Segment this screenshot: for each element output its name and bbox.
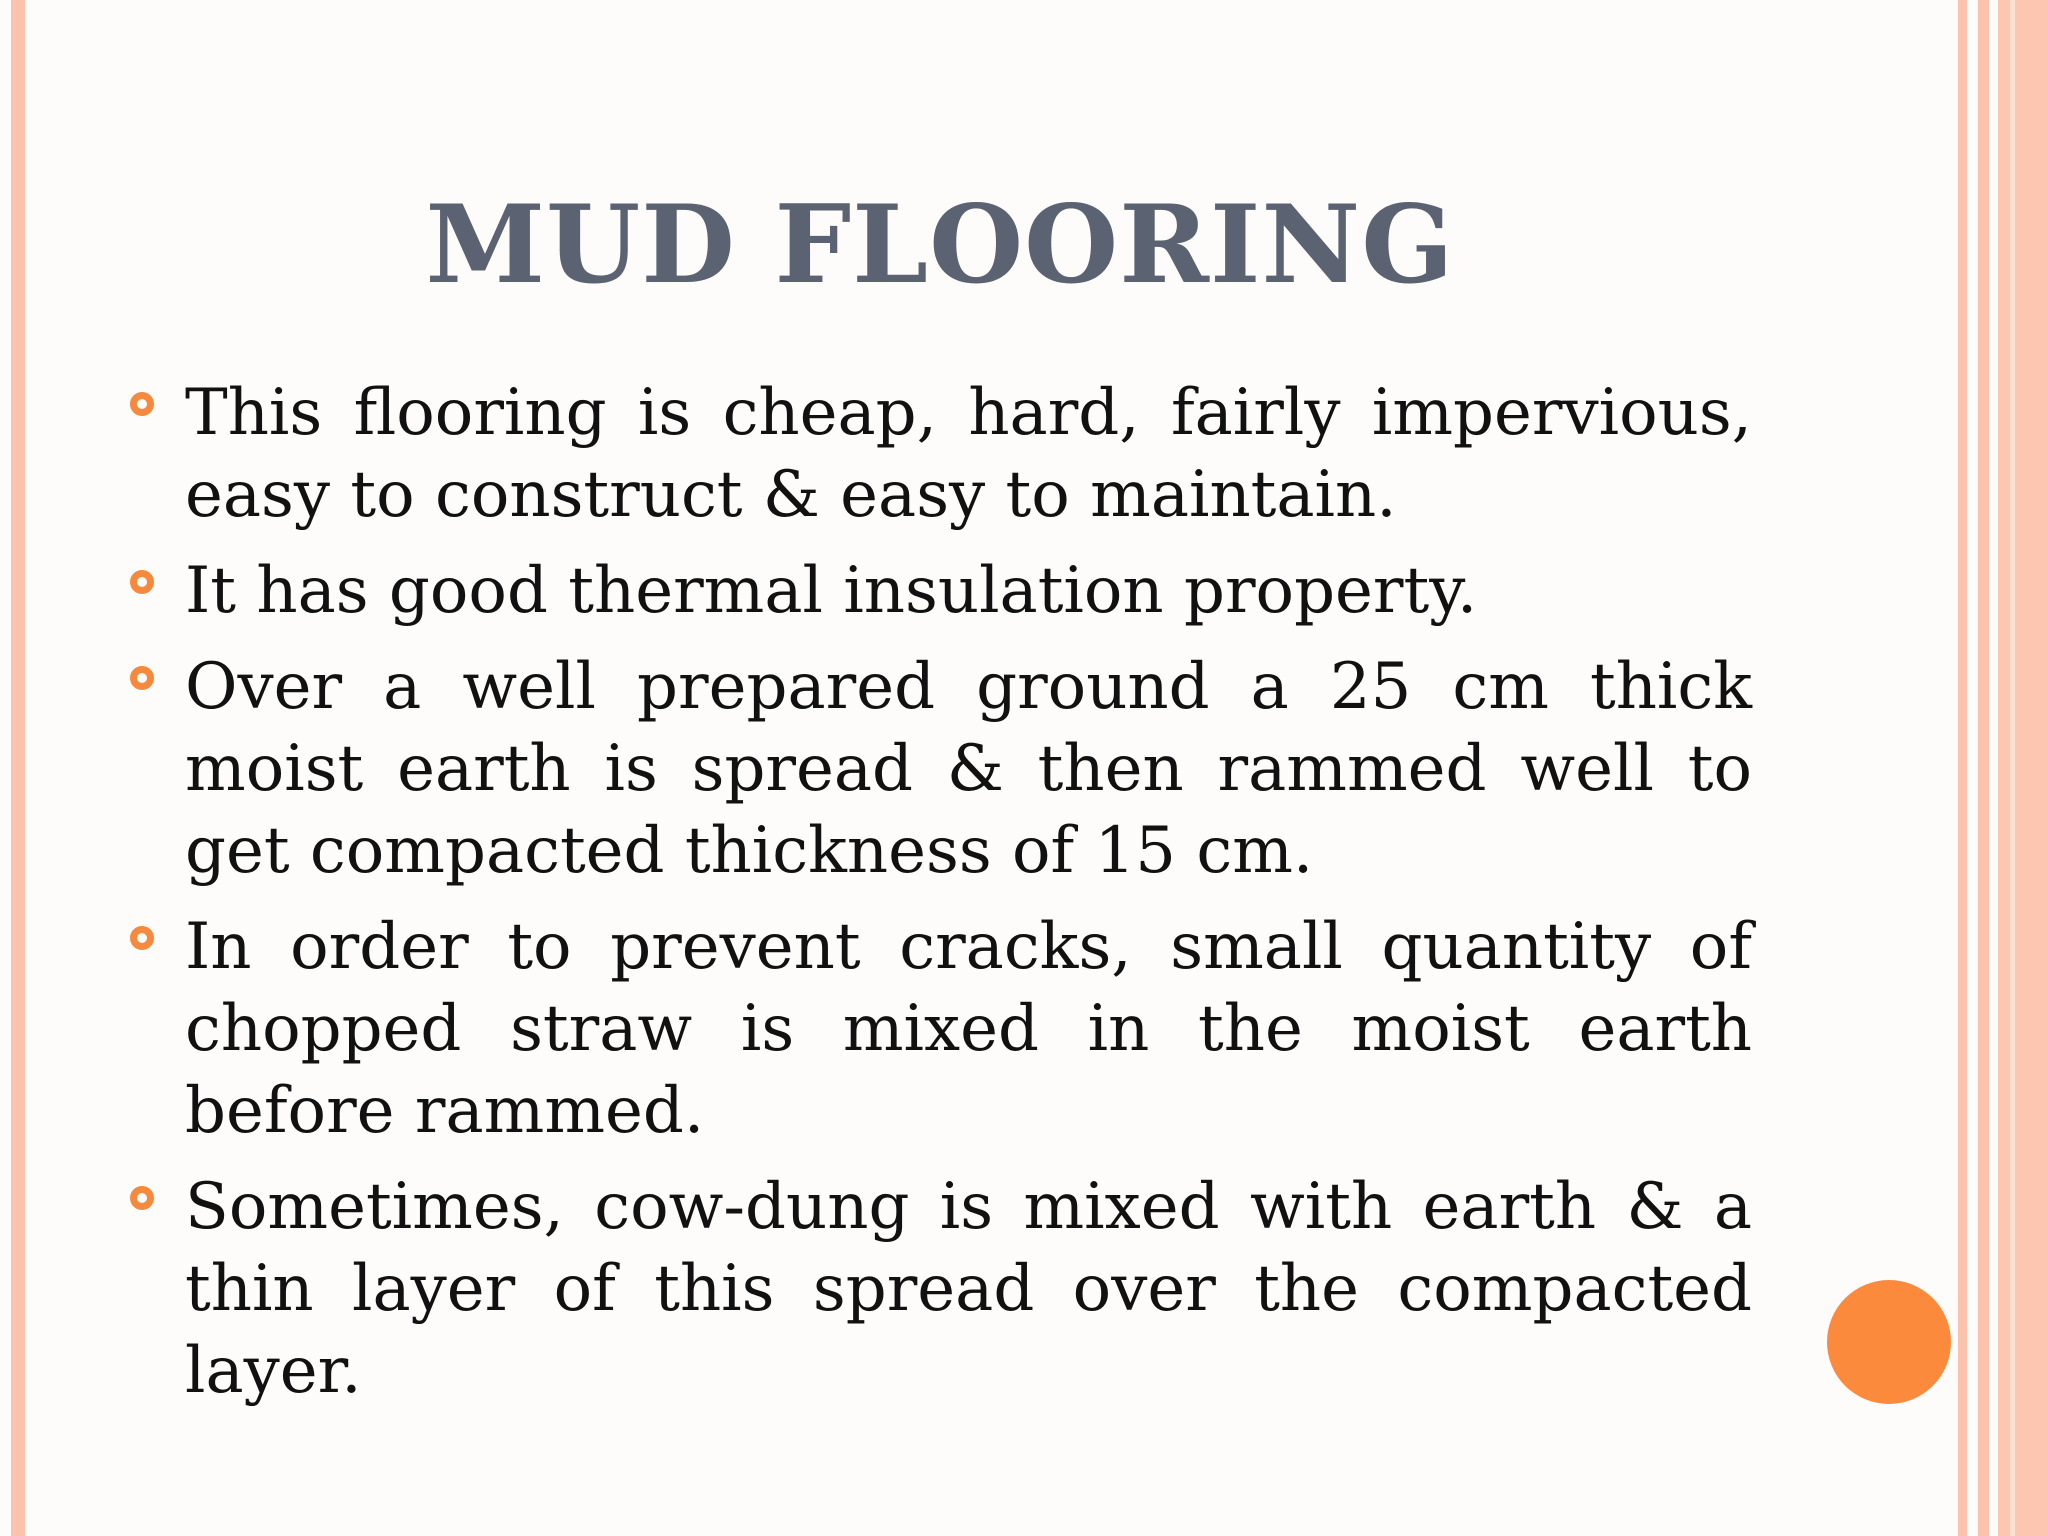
bullet-item	[130, 906, 1752, 1152]
orange-circle-decoration-icon	[1827, 1280, 1951, 1404]
bullet-text: In order to prevent cracks, small quantity of chopped straw is mixed in the moist earth before rammed.	[185, 910, 1752, 1148]
circle-bullet-icon	[130, 1186, 154, 1210]
circle-bullet-icon	[130, 926, 154, 950]
bullet-list	[130, 372, 1752, 1426]
right-decorative-stripe-2	[1978, 0, 1989, 1536]
right-decorative-stripe-1	[1958, 0, 1967, 1536]
slide-title: MUD FLOORING	[425, 182, 1455, 308]
bullet-item	[130, 550, 1752, 632]
bullet-text: Over a well prepared ground a 25 cm thick moist earth is spread & then rammed well to get compacted thickness of 15 cm.	[185, 650, 1752, 888]
bullet-item	[130, 372, 1752, 536]
bullet-item	[130, 646, 1752, 892]
bullet-item	[130, 1166, 1752, 1412]
circle-bullet-icon	[130, 392, 154, 416]
bullet-text: This flooring is cheap, hard, fairly impervious, easy to construct & easy to maintain.	[185, 376, 1752, 532]
bullet-text: It has good thermal insulation property.	[185, 554, 1478, 628]
right-decorative-stripe-highlight	[2010, 0, 2015, 1536]
bullet-text: Sometimes, cow-dung is mixed with earth & a thin layer of this spread over the compacted layer.	[185, 1170, 1752, 1408]
right-decorative-stripe-3	[1998, 0, 2048, 1536]
circle-bullet-icon	[130, 570, 154, 594]
circle-bullet-icon	[130, 666, 154, 690]
